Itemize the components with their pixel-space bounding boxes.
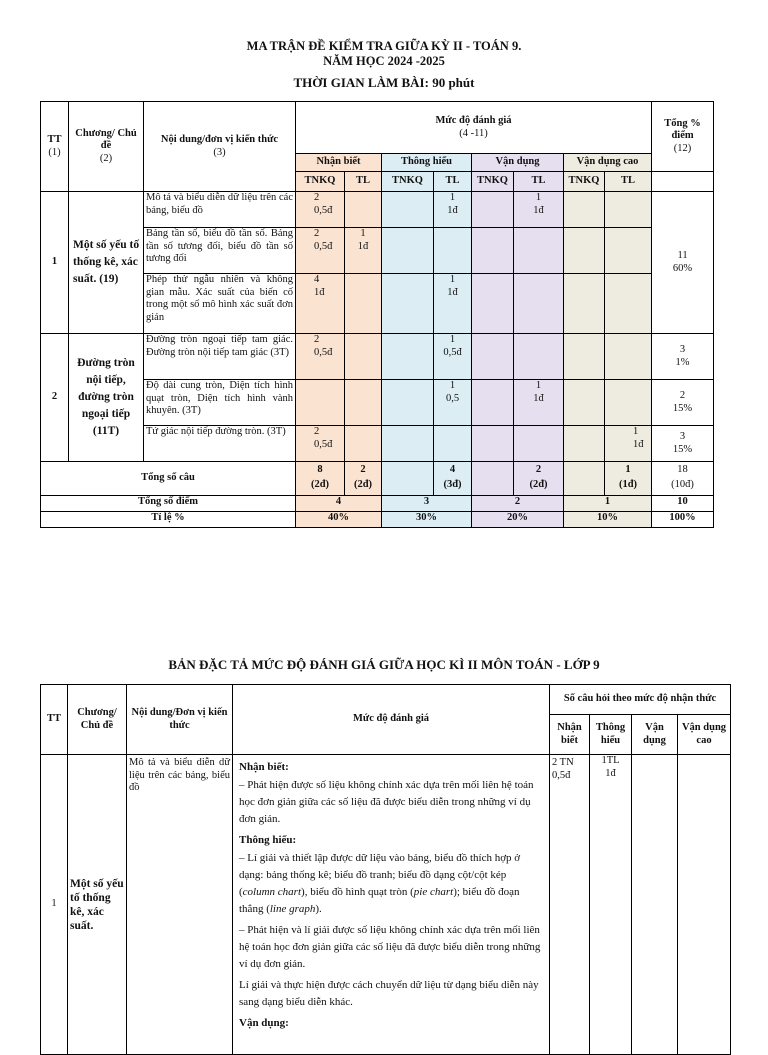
col-chapter-header: Chương/ Chủ đề (2) <box>69 102 144 192</box>
col-tt-header: TT (1) <box>41 102 69 192</box>
sub-tnkq: TNKQ <box>296 172 345 192</box>
level-van-dung-cao: Vận dụng cao <box>564 154 652 172</box>
spec-col-chapter: Chương/ Chủ đề <box>68 685 127 755</box>
level-nhan-biet: Nhận biết <box>296 154 382 172</box>
content-cell: Đường tròn ngoại tiếp tam giác. Đường tròn nội tiếp tam giác (3T) <box>144 334 296 380</box>
level-van-dung: Vận dụng <box>472 154 564 172</box>
content-cell: Mô tả và biểu diễn dữ liệu trên các bảng, biểu đồ <box>127 755 233 1055</box>
group-number: 1 <box>41 192 69 334</box>
sub-tnkq: TNKQ <box>564 172 605 192</box>
matrix-table <box>40 101 714 528</box>
ratio-row: Tỉ lệ % 40% 30% 20% 10% 100% <box>41 512 714 528</box>
col-content-header: Nội dung/đơn vị kiến thức (3) <box>144 102 296 192</box>
level-description: Nhận biết: – Phát hiện được số liệu không chính xác dựa trên mối liên hệ toán học đơn giản giữa các số liệu đã được biểu diễn trong những ví dụ đơn giản. Thông hiểu: – Lí giải và thiết lập được dữ liệu vào bảng, biểu đồ thích hợp ở dạng: bảng thống kê; biểu đồ tranh; biểu đồ dạng cột/cột kép (column chart), biểu đồ hình quạt tròn (pie chart); biểu đồ đoạn thẳng (line graph). – Phát hiện và lí giải được số liệu không chính xác dựa trên mối liên hệ toán học đơn giản giữa các số liệu đã được biểu diễn trong những ví dụ đơn giản. Lí giải và thực hiện được cách chuyển dữ liệu từ dạng biểu diễn này sang dạng biểu diễn khác. Vận dụng: <box>233 755 550 1055</box>
school-year: NĂM HỌC 2024 -2025 <box>323 54 445 68</box>
table-row: 2 Đường tròn nội tiếp, đường tròn ngoại tiếp (11T) Đường tròn ngoại tiếp tam giác. Đường tròn nội tiếp tam giác (3T) 2 0,5đ 1 0,5đ 3 1% <box>41 334 714 380</box>
group-percent: 60% <box>672 262 693 274</box>
col-total-header: Tổng % điểm (12) <box>652 102 714 172</box>
table-row: Tứ giác nội tiếp đường tròn. (3T) 2 0,5đ 1 1đ 3 15% <box>41 426 714 462</box>
sub-tnkq: TNKQ <box>472 172 514 192</box>
spec-col-content: Nội dung/Đơn vị kiến thức <box>127 685 233 755</box>
sub-tl: TL <box>345 172 382 192</box>
spec-col-count: Số câu hỏi theo mức độ nhận thức <box>550 685 731 715</box>
table-row: Phép thử ngẫu nhiên và không gian mẫu. Xác suất của biến cố trong một số mô hình xác suất đơn giản 4 1đ 1 1đ <box>41 274 714 334</box>
sub-tl: TL <box>605 172 652 192</box>
sum-points-row: Tổng số điểm 4 3 2 1 10 <box>41 496 714 512</box>
group-total: 11 <box>677 250 688 261</box>
content-cell: Mô tả và biểu diễn dữ liệu trên các bảng, biểu đồ <box>144 192 296 228</box>
spec-col-tt: TT <box>41 685 68 755</box>
content-cell: Phép thử ngẫu nhiên và không gian mẫu. Xác suất của biến cố trong một số mô hình xác suất đơn giản <box>144 274 296 334</box>
sum-questions-row: Tổng số câu 8 (2đ) 2 (2đ) 4 (3đ) 2 (2đ) 1 (1đ) 18 (10đ) <box>41 462 714 496</box>
spec-title: BẢN ĐẶC TẢ MỨC ĐỘ ĐÁNH GIÁ GIỮA HỌC KÌ II MÔN TOÁN - LỚP 9 <box>168 657 600 672</box>
spec-col-level: Mức độ đánh giá <box>233 685 550 755</box>
table-row: 1 Một số yếu tố thống kê, xác suất. (19) Mô tả và biểu diễn dữ liệu trên các bảng, biểu đồ 2 0,5đ 1 1đ 1 1đ 11 60% <box>41 192 714 228</box>
sub-tnkq: TNKQ <box>382 172 434 192</box>
chapter-name: Một số yếu tố thống kê, xác suất. <box>68 755 127 1055</box>
content-cell: Bảng tần số, biểu đồ tần số. Bảng tần số tương đối, biểu đồ tần số tương đối <box>144 228 296 274</box>
level-thong-hieu: Thông hiểu <box>382 154 472 172</box>
exam-duration: THỜI GIAN LÀM BÀI: 90 phút <box>293 75 475 90</box>
sub-tl: TL <box>434 172 472 192</box>
spec-table: TT Chương/ Chủ đề Nội dung/Đơn vị kiến thức Mức độ đánh giá Số câu hỏi theo mức độ nhận thức Nhận biết Thông hiểu Vận dụng Vận dụng cao 1 Một số yếu tố thống kê, xác suất. Mô tả và biểu diễn dữ liệu trên các bảng, biểu đồ Nhận biết: – Phát hiện được số liệu không chính xác dựa trên mối liên hệ toán học đơn giản giữa các số liệu đã được biểu diễn trong những ví dụ đơn giản. Thông hiểu: – Lí giải và thiết lập được dữ liệu vào bảng, biểu đồ thích hợp ở dạng: bảng thống kê; biểu đồ tranh; biểu đồ dạng cột/cột kép (column chart), biểu đồ hình quạt tròn (pie chart); biểu đồ đoạn thẳng (line graph). – Phát hiện và lí giải được số liệu không chính xác dựa trên mối liên hệ toán học đơn giản giữa các số liệu đã được biểu diễn trong những ví dụ đơn giản. Lí giải và thực hiện được cách chuyển dữ liệu từ dạng biểu diễn này sang dạng biểu diễn khác. Vận dụng: 2 TN 0,5đ 1TL 1đ <box>40 684 731 1055</box>
group-number: 2 <box>41 334 69 462</box>
sub-tl: TL <box>514 172 564 192</box>
chapter-name: Đường tròn nội tiếp, đường tròn ngoại tiếp (11T) <box>69 334 144 462</box>
table-row: Độ dài cung tròn, Diện tích hình quạt tròn, Diện tích hình vành khuyên. (3T) 1 0,5 1 1đ 2 15% <box>41 380 714 426</box>
col-level-header: Mức độ đánh giá (4 -11) <box>296 102 652 154</box>
content-cell: Độ dài cung tròn, Diện tích hình quạt tròn, Diện tích hình vành khuyên. (3T) <box>144 380 296 426</box>
chapter-name: Một số yếu tố thống kê, xác suất. (19) <box>69 192 144 334</box>
content-cell: Tứ giác nội tiếp đường tròn. (3T) <box>144 426 296 462</box>
table-row: Bảng tần số, biểu đồ tần số. Bảng tần số tương đối, biểu đồ tần số tương đối 2 0,5đ 1 1đ <box>41 228 714 274</box>
matrix-title: MA TRẬN ĐỀ KIỂM TRA GIỮA KỲ II - TOÁN 9. <box>246 39 522 53</box>
table-row: 1 Một số yếu tố thống kê, xác suất. Mô tả và biểu diễn dữ liệu trên các bảng, biểu đồ Nhận biết: – Phát hiện được số liệu không chính xác dựa trên mối liên hệ toán học đơn giản giữa các số liệu đã được biểu diễn trong những ví dụ đơn giản. Thông hiểu: – Lí giải và thiết lập được dữ liệu vào bảng, biểu đồ thích hợp ở dạng: bảng thống kê; biểu đồ tranh; biểu đồ dạng cột/cột kép (column chart), biểu đồ hình quạt tròn (pie chart); biểu đồ đoạn thẳng (line graph). – Phát hiện và lí giải được số liệu không chính xác dựa trên mối liên hệ toán học đơn giản giữa các số liệu đã được biểu diễn trong những ví dụ đơn giản. Lí giải và thực hiện được cách chuyển dữ liệu từ dạng biểu diễn này sang dạng biểu diễn khác. Vận dụng: 2 TN 0,5đ 1TL 1đ <box>41 755 731 1055</box>
